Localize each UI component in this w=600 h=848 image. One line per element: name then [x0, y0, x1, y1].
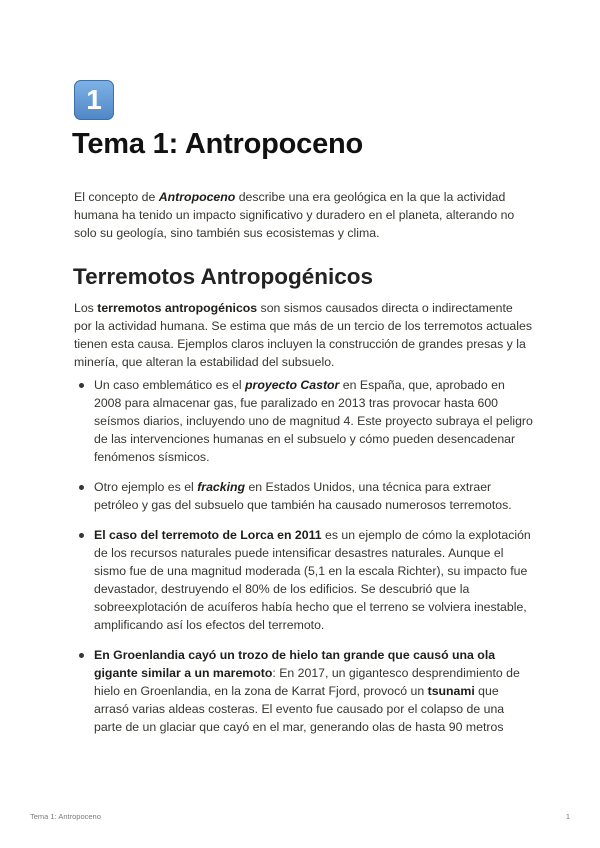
list-item [74, 478, 534, 514]
section-text-2: son sismos causados directa o indirectamente por la actividad humana. Se estima que más de un tercio de los terremotos actuales tienen esta causa. Ejemplos claros incluyen la construcción de grandes presas y la minería, que alteran la estabilidad del subsuelo. [74, 301, 532, 369]
list-item [74, 526, 534, 634]
bullet-icon [79, 383, 84, 388]
footer-title: Tema 1: Antropoceno [30, 812, 101, 821]
item-term: proyecto Castor [245, 378, 340, 392]
list-item [74, 376, 534, 466]
intro-term: Antropoceno [158, 190, 236, 204]
item-text: : En 2017, un gigantesco desprendimiento de hielo en Groenlandia, en la zona de Karrat Fjord, provocó un [94, 666, 520, 698]
section-term: terremotos antropogénicos [97, 301, 258, 315]
keycap-digit: 1 [86, 84, 102, 115]
item-text: Otro ejemplo es el [94, 480, 198, 494]
item-term: tsunami [427, 684, 475, 698]
intro-text-1: El concepto de [74, 190, 159, 204]
item-text: en Estados Unidos, una técnica para extraer petróleo y gas del subsuelo que también ha causado numerosos terremotos. [94, 480, 512, 512]
section-heading: Terremotos Antropogénicos [73, 264, 374, 289]
list-item [74, 646, 534, 736]
item-text: en España, que, aprobado en 2008 para almacenar gas, fue paralizado en 2013 tras provocar hasta 600 seísmos diarios, incluyendo uno de magnitud 4. Este proyecto subraya el peligro de las intervenciones humanas en el subsuelo y cómo pueden desencadenar fenómenos sísmicos. [94, 378, 533, 464]
item-text: que arrasó varias aldeas costeras. El evento fue causado por el colapso de una parte de un glaciar que cayó en el mar, generando olas de hasta 90 metros [94, 684, 505, 734]
item-term: El caso del terremoto de Lorca en 2011 [94, 528, 322, 542]
examples-list [74, 376, 534, 748]
page-title: Tema 1: Antropoceno [72, 128, 364, 160]
item-text: Un caso emblemático es el [94, 378, 246, 392]
bullet-icon [79, 653, 84, 658]
section-paragraph [74, 299, 532, 371]
intro-text-2: describe una era geológica en la que la actividad humana ha tenido un impacto significativo y duradero en el planeta, alterando no solo su geología, sino también sus ecosistemas y clima. [74, 190, 515, 240]
intro-paragraph [74, 188, 532, 242]
item-term: fracking [197, 480, 246, 494]
item-term: En Groenlandia cayó un trozo de hielo tan grande que causó una ola gigante similar a un maremoto [94, 648, 496, 680]
page-number: 1 [565, 812, 570, 821]
bullet-icon [79, 533, 84, 538]
bullet-icon [79, 485, 84, 490]
item-text: es un ejemplo de cómo la explotación de los recursos naturales puede intensificar desastres naturales. Aunque el sismo fue de una magnitud moderada (5,1 en la escala Richter), su impacto fue devastador, destruyendo el 80% de los edificios. Se descubrió que la sobreexplotación de acuíferos había hecho que el terreno se volviera inestable, amplificando así los efectos del terremoto. [94, 528, 531, 632]
keycap-one-icon [74, 80, 114, 120]
section-text-1: Los [74, 301, 98, 315]
